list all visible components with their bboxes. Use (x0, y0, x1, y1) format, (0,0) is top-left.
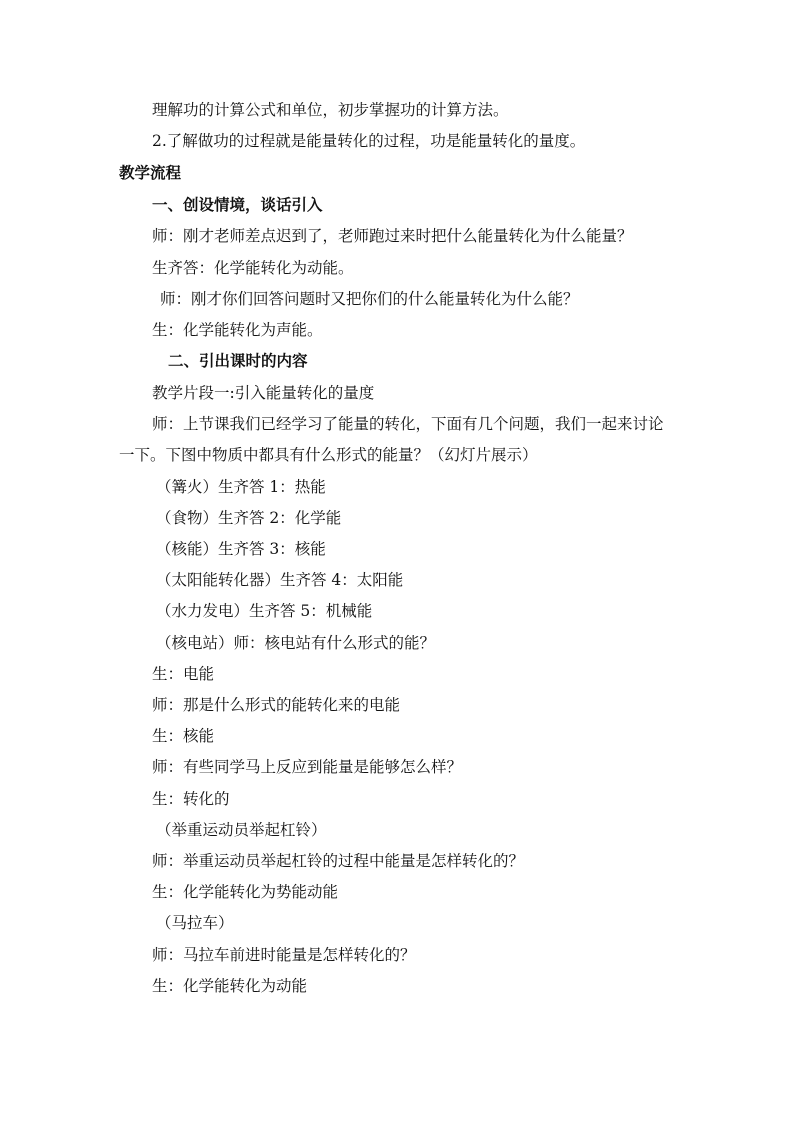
teaching-segment-title: 教学片段一:引入能量转化的量度 (152, 384, 375, 402)
dialogue-line-continued: 一下。下图中物质中都具有什么形式的能量？（幻灯片展示） (119, 446, 538, 464)
dialogue-line: 师：马拉车前进时能量是怎样转化的？ (152, 946, 416, 964)
dialogue-line: 生：电能 (152, 665, 215, 683)
objective-line-1-continued: 理解功的计算公式和单位，初步掌握功的计算方法。 (152, 101, 509, 119)
dialogue-line: 生：化学能转化为势能动能 (152, 883, 339, 901)
dialogue-line: （核电站）师：核电站有什么形式的能？ (156, 634, 436, 652)
subheading-lesson-content: 二、引出课时的内容 (168, 351, 308, 370)
dialogue-line: （篝火）生齐答 1：热能 (156, 478, 326, 496)
dialogue-line: （太阳能转化器）生齐答 4：太阳能 (156, 571, 404, 589)
dialogue-line: （核能）生齐答 3：核能 (156, 540, 326, 558)
dialogue-line: 师：那是什么形式的能转化来的电能 (152, 696, 401, 714)
section-heading-teaching-process: 教学流程 (119, 163, 182, 182)
dialogue-line: 生：转化的 (152, 790, 230, 808)
dialogue-line: 生：化学能转化为声能。 (152, 321, 323, 339)
dialogue-line: 师：刚才你们回答问题时又把你们的什么能量转化为什么能？ (160, 290, 579, 308)
dialogue-line: 师：上节课我们已经学习了能量的转化，下面有几个问题，我们一起来讨论 (152, 415, 664, 433)
dialogue-line: 师：举重运动员举起杠铃的过程中能量是怎样转化的？ (152, 852, 525, 870)
objective-line-2: 2.了解做功的过程就是能量转化的过程，功是能量转化的量度。 (152, 132, 586, 150)
dialogue-line: 生齐答：化学能转化为动能。 (152, 259, 354, 277)
subheading-create-situation: 一、创设情境，谈话引入 (152, 195, 323, 214)
dialogue-line: （水力发电）生齐答 5：机械能 (156, 602, 373, 620)
scene-note: （马拉车） (156, 914, 234, 932)
dialogue-line: 师：刚才老师差点迟到了，老师跑过来时把什么能量转化为什么能量？ (152, 227, 633, 245)
dialogue-line: 生：化学能转化为动能 (152, 977, 308, 995)
dialogue-line: 生：核能 (152, 727, 215, 745)
dialogue-line: 师：有些同学马上反应到能量是能够怎么样？ (152, 758, 463, 776)
dialogue-line: （食物）生齐答 2：化学能 (156, 509, 342, 527)
scene-note: （举重运动员举起杠铃） (156, 821, 327, 839)
